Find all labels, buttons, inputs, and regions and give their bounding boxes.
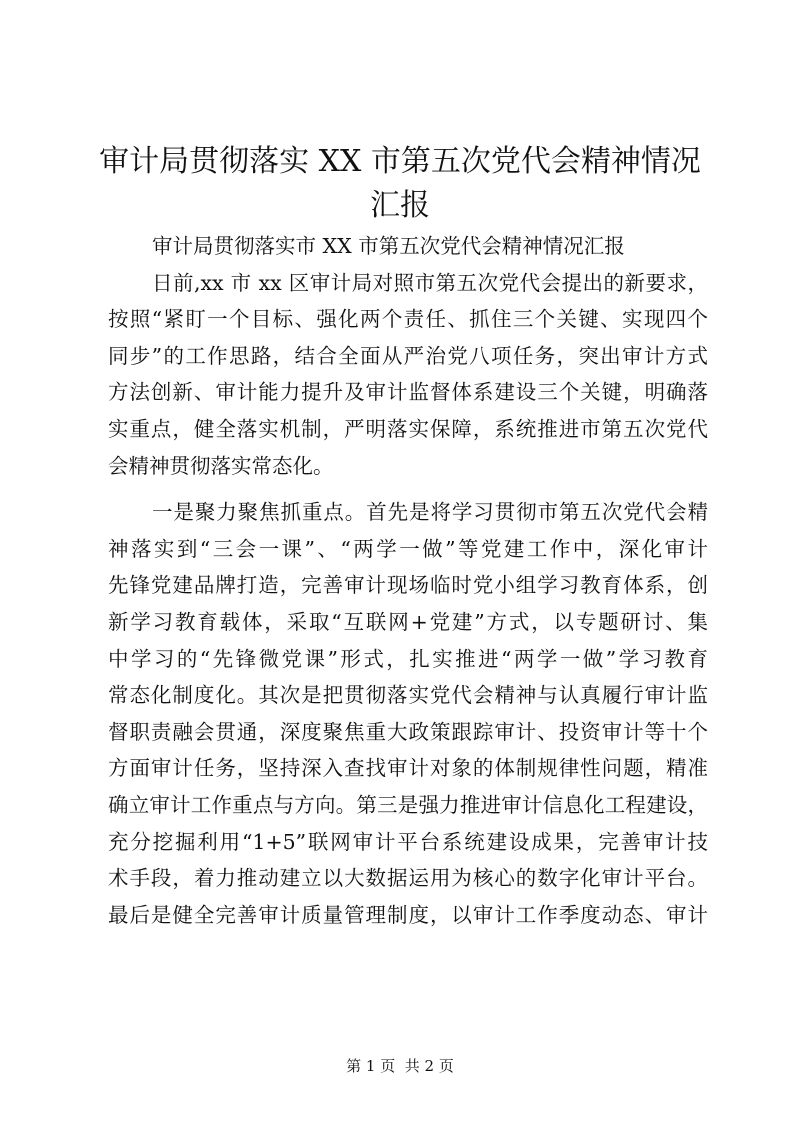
paragraph-line: 一是聚力聚焦抓重点。首先是将学习贯彻市第五次党代会精 [152,500,708,525]
paragraph-line: 会精神贯彻落实常态化。 [108,453,334,478]
paragraph-line: 方法创新、审计能力提升及审计监督体系建设三个关键，明确落 [108,380,708,405]
title-line-1: 审计局贯彻落实 XX 市第五次党代会精神情况 [99,144,701,179]
paragraph-line: 最后是健全完善审计质量管理制度，以审计工作季度动态、审计 [108,902,708,927]
subtitle-paragraph [108,228,708,265]
paragraph-1 [108,265,708,485]
paragraph-line: 督职责融会贯通，深度聚焦重大政策跟踪审计、投资审计等十个 [108,719,708,744]
title-line-2: 汇报 [370,188,430,223]
subtitle-line: 审计局贯彻落实市 XX 市第五次党代会精神情况汇报 [152,234,625,258]
document-body [108,228,708,933]
paragraph-line: 实重点，健全落实机制，严明落实保障，系统推进市第五次党代 [108,416,708,441]
paragraph-line: 神落实到“三会一课”、“两学一做”等党建工作中，深化审计 [108,536,708,561]
paragraph-line: 充分挖掘利用“1+5”联网审计平台系统建设成果，完善审计技 [108,829,708,854]
paragraph-line: 常态化制度化。其次是把贯彻落实党代会精神与认真履行审计监 [108,683,708,708]
page-number: 第 1 页 共 2 页 [346,1057,454,1075]
paragraph-line: 方面审计任务，坚持深入查找审计对象的体制规律性问题，精准 [108,756,708,781]
paragraph-line: 术手段，着力推动建立以大数据运用为核心的数字化审计平台。 [108,866,708,891]
paragraph-line: 日前,xx 市 xx 区审计局对照市第五次党代会提出的新要求， [152,270,708,295]
paragraph-line: 同步”的工作思路，结合全面从严治党八项任务，突出审计方式 [108,343,708,368]
paragraph-line: 先锋党建品牌打造，完善审计现场临时党小组学习教育体系，创 [108,573,708,598]
paragraph-line: 中学习的“先锋微党课”形式，扎实推进“两学一做”学习教育 [108,646,708,671]
paragraph-line: 按照“紧盯一个目标、强化两个责任、抓住三个关键、实现四个 [108,307,708,332]
page-footer [0,1056,800,1076]
paragraph-2 [108,494,708,933]
paragraph-line: 新学习教育载体，采取“互联网+党建”方式，以专题研讨、集 [108,609,708,634]
paragraph-line: 确立审计工作重点与方向。第三是强力推进审计信息化工程建设， [108,792,708,817]
document-title [60,140,740,228]
